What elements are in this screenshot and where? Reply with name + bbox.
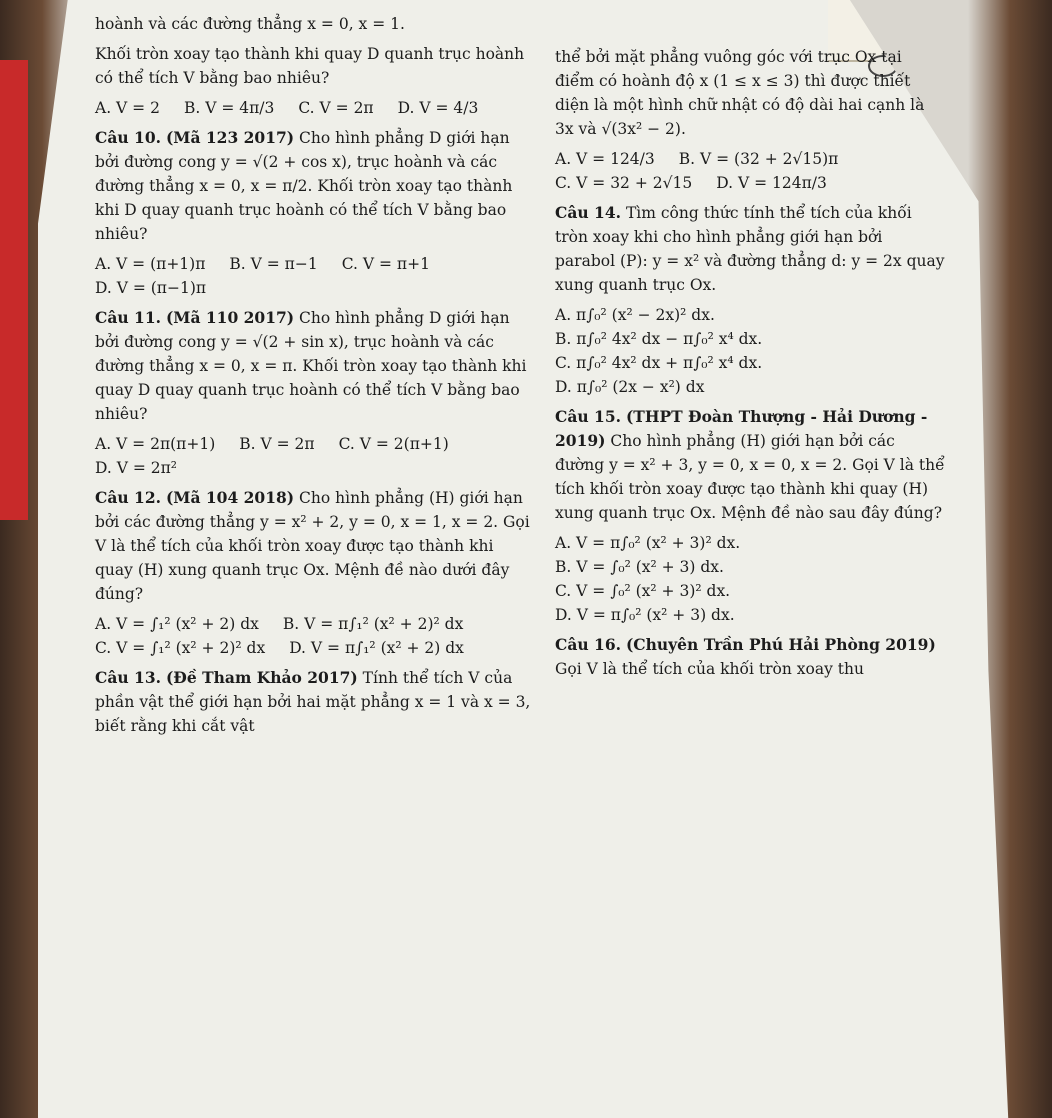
answer-option: A. π∫₀² (x² − 2x)² dx.: [555, 306, 715, 325]
left-column: [95, 12, 535, 744]
question: [95, 666, 535, 738]
answer-options: [95, 612, 535, 660]
question-label: Câu 13.: [95, 668, 162, 688]
paragraph-text: hoành và các đường thẳng x = 0, x = 1.: [95, 15, 405, 33]
answer-option: C. π∫₀² 4x² dx + π∫₀² x⁴ dx.: [555, 354, 763, 373]
answer-option: D. V = 124π/3: [716, 174, 827, 193]
answer-option: C. V = ∫₀² (x² + 3)² dx.: [555, 582, 731, 601]
answer-option: D. V = 2π²: [95, 459, 178, 478]
answer-option: A. V = (π+1)π: [95, 255, 206, 274]
answer-option: C. V = ∫₁² (x² + 2)² dx: [95, 639, 266, 658]
answer-options: [95, 432, 535, 480]
question-text: Cho hình phẳng D giới hạn bởi đường cong y = √(2 + sin x), trục hoành và các đường thẳng x = 0, x = π. Khối tròn xoay tạo thành khi quay D quay quanh trục hoành có thể tích V bằng bao nhiêu?: [95, 309, 527, 424]
question-source: (Mã 104 2018): [165, 488, 295, 508]
answer-option: C. V = 32 + 2√15: [555, 174, 693, 193]
question-text: Gọi V là thể tích của khối tròn xoay thu: [555, 660, 864, 679]
question-text: Cho hình phẳng D giới hạn bởi đường cong y = √(2 + cos x), trục hoành và các đường thẳng x = 0, x = π/2. Khối tròn xoay tạo thành khi D quay quanh trục hoành có thể tích V bằng bao nhiêu?: [95, 129, 513, 244]
red-book-edge: [0, 60, 28, 520]
question-label: Câu 10.: [95, 128, 162, 148]
answer-option: B. V = 2π: [239, 435, 315, 454]
question-label: Câu 14.: [555, 203, 622, 223]
question-source: (Chuyên Trần Phú Hải Phòng 2019): [625, 635, 936, 655]
question-label: Câu 16.: [555, 635, 622, 655]
answer-option: A. V = 124/3: [555, 150, 655, 169]
question: [95, 486, 535, 606]
answer-option: C. V = π+1: [341, 255, 430, 274]
question: [555, 633, 945, 681]
answer-option: B. V = π∫₁² (x² + 2)² dx: [282, 615, 464, 634]
answer-options: [95, 252, 535, 300]
question-label: Câu 15.: [555, 407, 622, 427]
question: [555, 201, 945, 297]
question-text: Tìm công thức tính thể tích của khối tròn xoay khi cho hình phẳng giới hạn bởi parabol (P): y = x² và đường thẳng d: y = 2x quay xung quanh trục Ox.: [555, 204, 945, 295]
question-text: Tính thể tích V của phần vật thể giới hạn bởi hai mặt phẳng x = 1 và x = 3, biết rằng khi cắt vật: [95, 669, 531, 736]
answer-option: A. V = π∫₀² (x² + 3)² dx.: [555, 534, 741, 553]
question-text: Cho hình phẳng (H) giới hạn bởi các đường thẳng y = x² + 2, y = 0, x = 1, x = 2. Gọi V là thể tích của khối tròn xoay được tạo thành khi quay (H) xung quanh trục Ox. Mệnh đề nào dưới đây đúng?: [95, 489, 530, 604]
answer-option: D. V = 4/3: [397, 99, 479, 118]
answer-options: [555, 303, 945, 399]
question-text: Cho hình phẳng (H) giới hạn bởi các đường y = x² + 3, y = 0, x = 0, x = 2. Gọi V là thể tích khối tròn xoay được tạo thành khi quay (H) xung quanh trục Ox. Mệnh đề nào sau đây đúng?: [555, 432, 945, 523]
answer-option: B. V = 4π/3: [183, 99, 275, 118]
question-source: (Mã 110 2017): [165, 308, 295, 328]
question-label: Câu 12.: [95, 488, 162, 508]
answer-option: B. V = (32 + 2√15)π: [678, 150, 839, 169]
answer-option: D. V = π∫₀² (x² + 3) dx.: [555, 606, 735, 625]
answer-option: C. V = 2(π+1): [338, 435, 449, 454]
question-source: (THPT Đoàn Thượng - Hải Dương - 2019): [555, 407, 928, 451]
question-label: Câu 11.: [95, 308, 162, 328]
paragraph-text: Khối tròn xoay tạo thành khi quay D quanh trục hoành có thể tích V bằng bao nhiêu?: [95, 45, 525, 88]
right-column: [555, 45, 945, 687]
answer-option: D. V = (π−1)π: [95, 279, 207, 298]
answer-option: B. V = π−1: [229, 255, 318, 274]
question: [95, 126, 535, 246]
answer-option: A. V = 2π(π+1): [95, 435, 216, 454]
answer-option: B. π∫₀² 4x² dx − π∫₀² x⁴ dx.: [555, 330, 763, 349]
paragraph-text: thể bởi mặt phẳng vuông góc với trục Ox tại điểm có hoành độ x (1 ≤ x ≤ 3) thì được thiết diện là một hình chữ nhật có độ dài hai cạnh là 3x và √(3x² − 2).: [555, 48, 925, 139]
question-source: (Mã 123 2017): [165, 128, 295, 148]
answer-option: D. π∫₀² (2x − x²) dx: [555, 378, 705, 397]
answer-option: B. V = ∫₀² (x² + 3) dx.: [555, 558, 724, 577]
question-source: (Đề Tham Khảo 2017): [165, 668, 358, 688]
question: [555, 405, 945, 525]
answer-option: A. V = ∫₁² (x² + 2) dx: [95, 615, 259, 634]
answer-options: [555, 531, 945, 627]
answer-options: [555, 147, 945, 195]
question: [95, 306, 535, 426]
answer-option: D. V = π∫₁² (x² + 2) dx: [289, 639, 464, 658]
answer-option: C. V = 2π: [298, 99, 374, 118]
answer-option: A. V = 2: [95, 99, 160, 118]
answer-options: [95, 96, 535, 120]
